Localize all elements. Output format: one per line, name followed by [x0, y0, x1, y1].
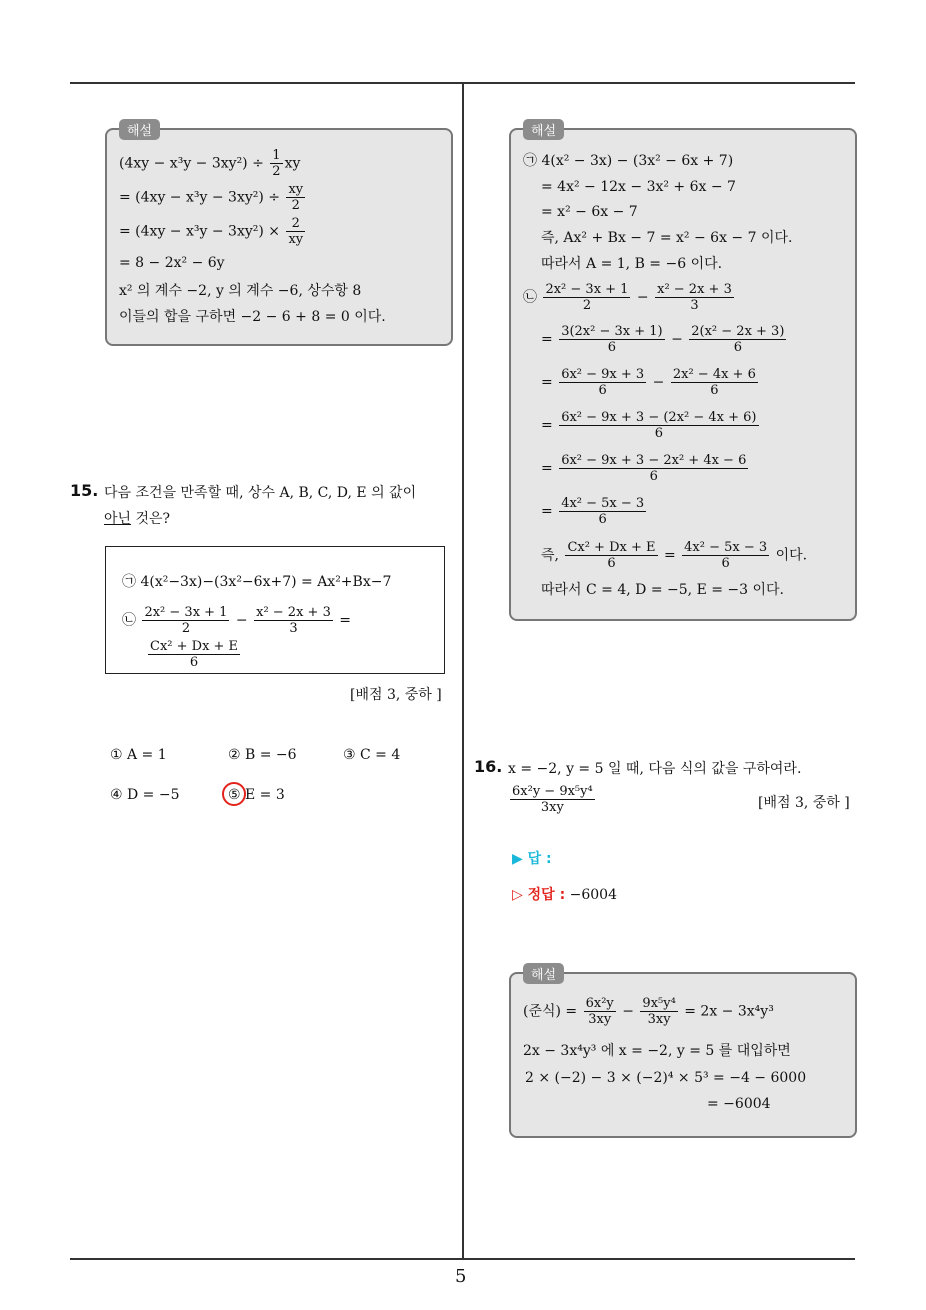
choice-4[interactable]: ④ D = −5: [110, 787, 180, 803]
solution-tag: 해설: [119, 119, 160, 140]
question-16-text: x = −2, y = 5 일 때, 다음 식의 값을 구하여라.: [508, 761, 802, 777]
sol14-line5: x² 의 계수 −2, y 의 계수 −6, 상수항 8: [119, 283, 362, 299]
sol15-l6: ㉡ $\frac{\text{2x² − 3x + 1}}{2}$ − $\frac{\text{x² − 2x + 3}}{3}$: [523, 282, 732, 313]
sol15-l10: = $\frac{\text{6x² − 9x + 3 − 2x² + 4x − 6}}{6}$: [541, 453, 747, 484]
condition-1: ㉠ 4(x²−3x)−(3x²−6x+7) = Ax²+Bx−7: [122, 574, 392, 590]
question-15-text-line1: 다음 조건을 만족할 때, 상수 A, B, C, D, E 의 값이: [104, 485, 417, 501]
sol15-l2: = 4x² − 12x − 3x² + 6x − 7: [541, 179, 736, 195]
condition-2: ㉡ $\frac{\text{2x² − 3x + 1}}{2}$ − $\frac{\text{x² − 2x + 3}}{3}$ =: [122, 605, 352, 636]
sol15-l8: = $\frac{\text{6x² − 9x + 3}}{6}$ − $\frac{\text{2x² − 4x + 6}}{6}$: [541, 367, 756, 398]
solution-box-16: [509, 968, 857, 1138]
answer-label: ▶ 답 :: [512, 851, 552, 867]
correct-answer: ▷ 정답 : −6004: [512, 887, 617, 903]
question-15-points: [배점 3, 중하 ]: [350, 687, 442, 703]
choice-1[interactable]: ① A = 1: [110, 747, 167, 763]
question-15-number: 15.: [70, 481, 99, 500]
sol15-l11: = $\frac{\text{4x² − 5x − 3}}{6}$: [541, 496, 645, 527]
question-16-points: [배점 3, 중하 ]: [758, 795, 850, 811]
solution-tag: 해설: [523, 963, 564, 984]
correct-answer-value: −6004: [569, 887, 617, 903]
bottom-rule: [70, 1258, 855, 1260]
sol14-line1: (4xy − x³y − 3xy²) ÷ $\frac{1}{2}$ xy: [119, 148, 301, 179]
question-16-expression: $\frac{\text{6x²y − 9x⁵y⁴}}{3xy}$: [512, 784, 593, 815]
condition-2-rhs: $\frac{\text{Cx² + Dx + E}}{6}$: [150, 639, 239, 670]
sol14-line3: = (4xy − x³y − 3xy²) × $\frac{2}{xy}$: [119, 216, 304, 247]
sol14-line6: 이들의 합을 구하면 −2 − 6 + 8 = 0 이다.: [119, 309, 386, 325]
sol16-l3: 2 × (−2) − 3 × (−2)⁴ × 5³ = −4 − 6000: [525, 1070, 807, 1086]
sol15-l12: 즉, $\frac{\text{Cx² + Dx + E}}{6}$ = $\frac{\text{4x² − 5x − 3}}{6}$ 이다.: [541, 540, 808, 571]
sol16-l4: = −6004: [707, 1096, 771, 1112]
sol15-l4: 즉, Ax² + Bx − 7 = x² − 6x − 7 이다.: [541, 230, 793, 246]
page-number: 5: [455, 1266, 467, 1287]
question-15-text-line2: 아닌 것은?: [104, 511, 171, 527]
solution-box-15: [509, 124, 857, 621]
sol14-line2: = (4xy − x³y − 3xy²) ÷ $\frac{xy}{2}$: [119, 182, 304, 213]
question-16-number: 16.: [474, 757, 503, 776]
choice-5[interactable]: ⑤ E = 3: [228, 787, 285, 803]
choice-2[interactable]: ② B = −6: [228, 747, 297, 763]
choice-3[interactable]: ③ C = 4: [343, 747, 401, 763]
sol15-l5: 따라서 A = 1, B = −6 이다.: [541, 256, 723, 272]
sol15-l3: = x² − 6x − 7: [541, 204, 638, 220]
column-divider: [462, 84, 464, 1259]
sol15-l13: 따라서 C = 4, D = −5, E = −3 이다.: [541, 582, 785, 598]
sol15-l7: = $\frac{\text{3(2x² − 3x + 1)}}{6}$ − $\frac{\text{2(x² − 2x + 3)}}{6}$: [541, 324, 785, 355]
question-15-conditions-box: [105, 546, 445, 674]
sol16-l1: (준식) = $\frac{\text{6x²y}}{3xy}$ − $\frac{\text{9x⁵y⁴}}{3xy}$ = 2x − 3x⁴y³: [523, 996, 774, 1027]
sol14-line4: = 8 − 2x² − 6y: [119, 255, 225, 271]
answer-circle-mark: [222, 782, 246, 806]
solution-box-14: [105, 124, 453, 346]
solution-tag: 해설: [523, 119, 564, 140]
sol15-l9: = $\frac{\text{6x² − 9x + 3 − (2x² − 4x + 6)}}{6}$: [541, 410, 757, 441]
sol15-l1: ㉠ 4(x² − 3x) − (3x² − 6x + 7): [523, 153, 734, 169]
sol16-l2: 2x − 3x⁴y³ 에 x = −2, y = 5 를 대입하면: [523, 1043, 791, 1059]
